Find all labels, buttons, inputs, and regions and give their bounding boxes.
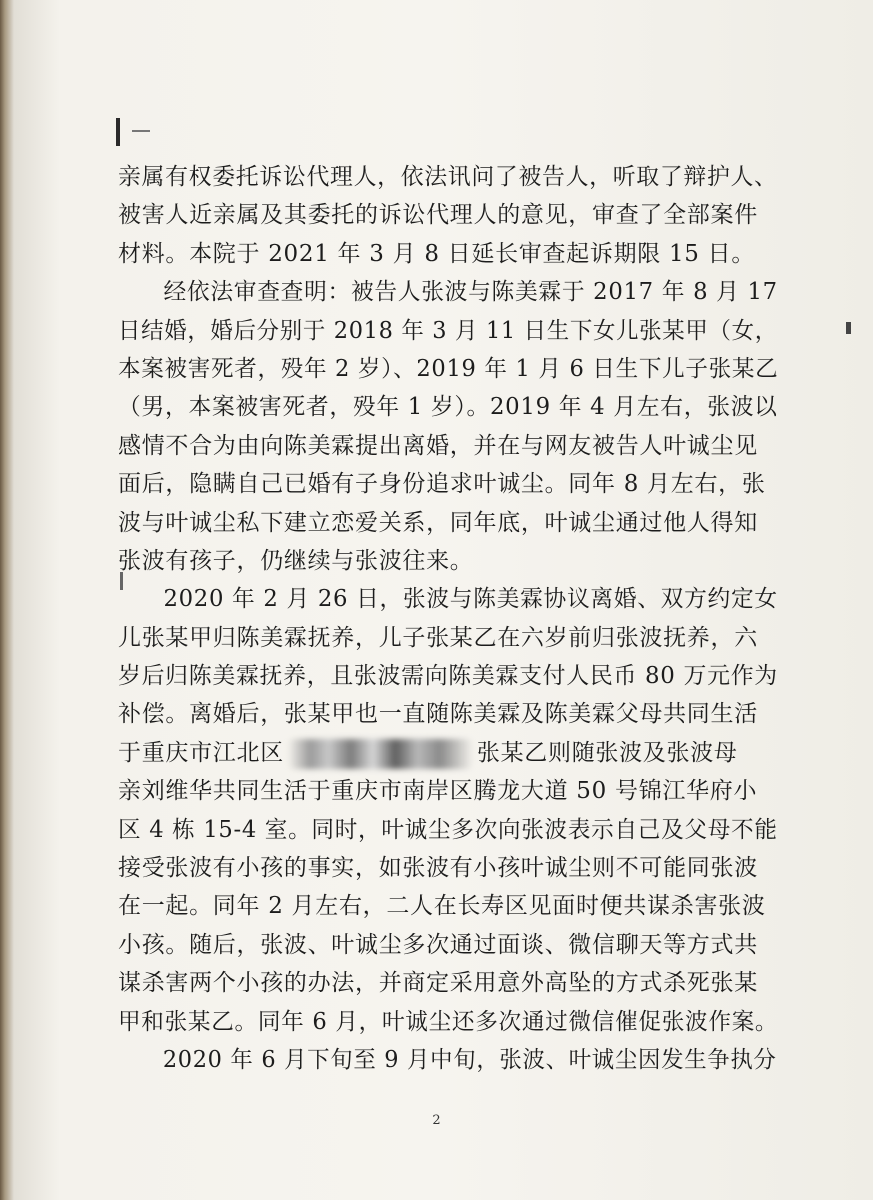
text-line: 亲刘维华共同生活于重庆市南岸区腾龙大道 50 号锦江华府小 (118, 778, 758, 805)
paragraph-start-line: 2020 年 6 月下旬至 9 月中旬，张波、叶诚尘因发生争执分 (162, 1046, 777, 1073)
text-line: 张波有孩子，仍继续与张波往来。 (118, 547, 474, 574)
paragraph-start-line: 经依法审查查明：被告人张波与陈美霖于 2017 年 8 月 17 (163, 279, 778, 306)
text-line: 材料。本院于 2021 年 3 月 8 日延长审查起诉期限 15 日。 (118, 240, 756, 267)
text-line: 本案被害死者，殁年 2 岁）、2019 年 1 月 6 日生下儿子张某乙 (118, 355, 779, 382)
redacted-line (118, 734, 778, 772)
redaction-blur (288, 739, 473, 769)
text-line: 接受张波有小孩的事实，如张波有小孩叶诚尘则不可能同张波 (118, 855, 758, 882)
text-line: 亲属有权委托诉讼代理人，依法讯问了被告人，听取了辩护人、 (118, 164, 778, 190)
text-line: 岁后归陈美霖抚养，且张波需向陈美霖支付人民币 80 万元作为 (118, 663, 778, 690)
text-line: 波与叶诚尘私下建立恋爱关系，同年底，叶诚尘通过他人得知 (118, 509, 758, 536)
text-line: 感情不合为由向陈美霖提出离婚，并在与网友被告人叶诚尘见 (118, 432, 758, 459)
page-number: 2 (432, 1113, 441, 1128)
margin-mark (116, 118, 120, 146)
text-line: 面后，隐瞒自己已婚有子身份追求叶诚尘。同年 8 月左右，张 (118, 471, 766, 498)
text-line: 在一起。同年 2 月左右，二人在长寿区见面时便共谋杀害张波 (118, 893, 766, 920)
text-line: 被害人近亲属及其委托的诉讼代理人的意见，审查了全部案件 (118, 202, 758, 229)
text-line: 甲和张某乙。同年 6 月，叶诚尘还多次通过微信催促张波作案。 (118, 1008, 779, 1035)
text-line: 小孩。随后，张波、叶诚尘多次通过面谈、微信聊天等方式共 (118, 931, 758, 958)
margin-dash (132, 130, 150, 132)
text-line: 日结婚，婚后分别于 2018 年 3 月 11 日生下女儿张某甲（女， (118, 317, 778, 344)
text-line: 谋杀害两个小孩的办法，并商定采用意外高坠的方式杀死张某 (118, 970, 758, 997)
text-line: 补偿。离婚后，张某甲也一直随陈美霖及陈美霖父母共同生活 (118, 701, 758, 728)
document-body (118, 158, 778, 1079)
margin-speck (846, 322, 851, 334)
text-line: （男，本案被害死者，殁年 1 岁）。2019 年 4 月左右，张波以 (118, 394, 778, 421)
text-segment: 于重庆市江北区 (118, 739, 284, 766)
page-edge-shadow (0, 0, 14, 1200)
text-line: 儿张某甲归陈美霖抚养，儿子张某乙在六岁前归张波抚养，六 (118, 624, 758, 651)
text-segment: 张某乙则随张波及张波母 (476, 739, 738, 766)
text-line: 区 4 栋 15-4 室。同时，叶诚尘多次向张波表示自己及父母不能 (118, 816, 778, 843)
paragraph-start-line: 2020 年 2 月 26 日，张波与陈美霖协议离婚、双方约定女 (163, 586, 778, 613)
